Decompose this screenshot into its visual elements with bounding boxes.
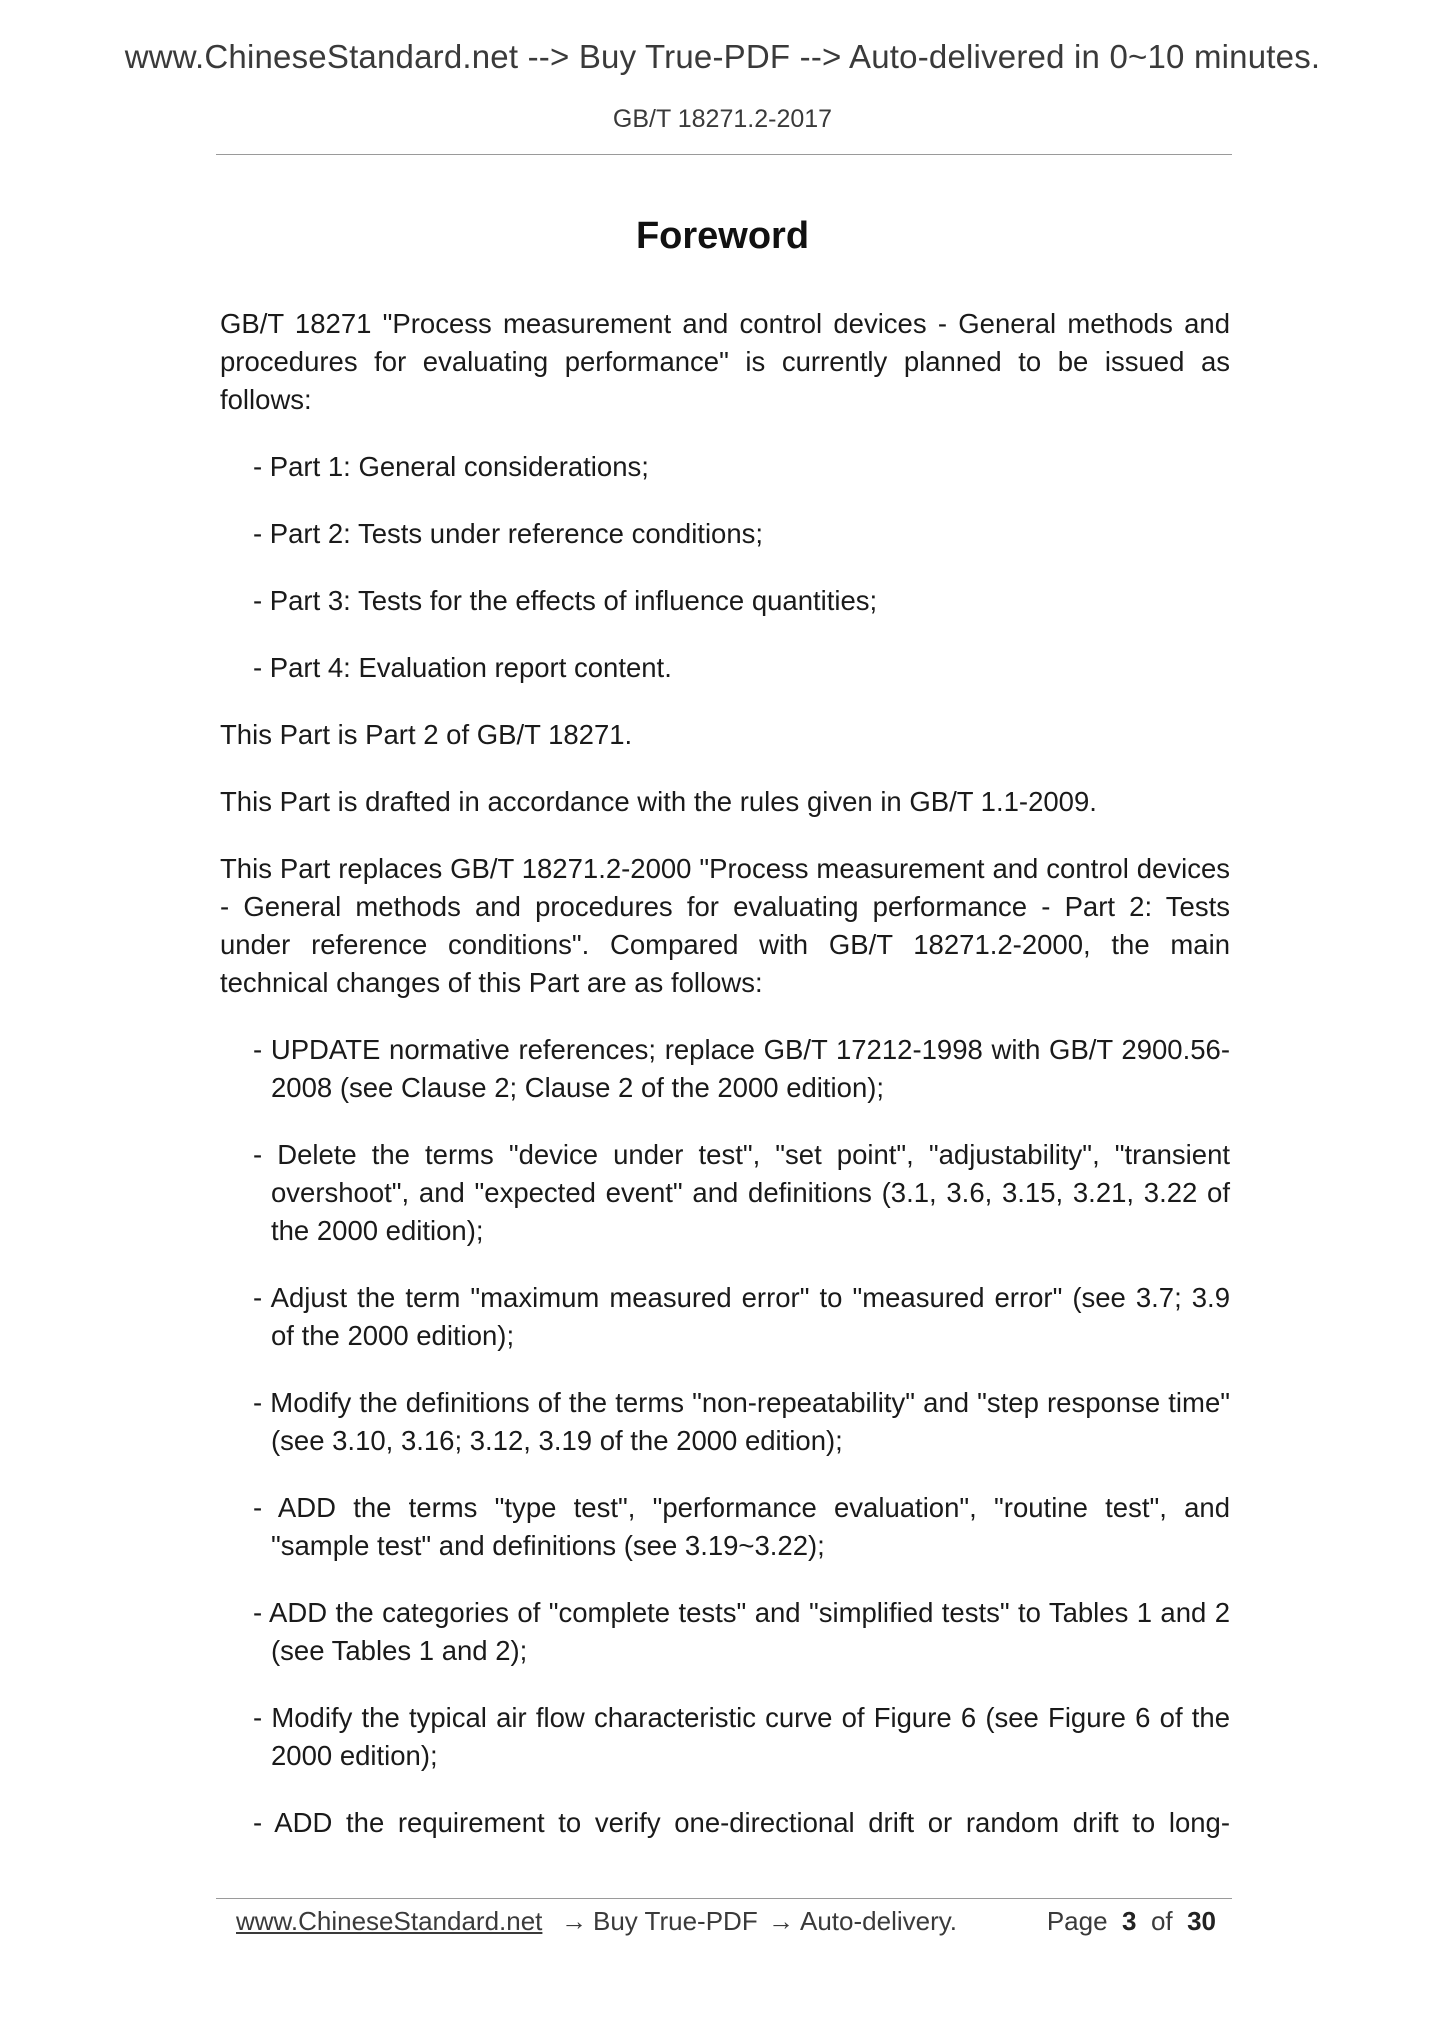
page-total: 30	[1187, 1906, 1216, 1936]
list-item: - Delete the terms "device under test", "set point", "adjustability", "transient overshoot", and "expected event" and definitions (3.1, 3.6, 3.15, 3.21, 3.22 of the 2000 edition);	[253, 1139, 1230, 1246]
page-indicator	[1047, 1906, 1216, 1937]
page-title: Foreword	[635, 215, 810, 257]
list-item: - Modify the definitions of the terms "non-repeatability" and "step response time" (see 3.10, 3.16; 3.12, 3.19 of the 2000 edition);	[253, 1387, 1230, 1456]
list-item: - ADD the requirement to verify one-directional drift or random drift to long-	[253, 1807, 1230, 1838]
document-body	[220, 305, 1230, 1871]
list-item: - Adjust the term "maximum measured error" to "measured error" (see 3.7; 3.9 of the 2000 edition);	[253, 1282, 1230, 1351]
footer-buy-text: Buy True-PDF	[593, 1906, 758, 1936]
replacement-paragraph: This Part replaces GB/T 18271.2-2000 "Process measurement and control devices - General methods and procedures for evaluating performance - Part 2: Tests under reference conditions". Compared with GB/T 18271.2-2000, the main technical changes of this Part are as follows:	[220, 853, 1230, 998]
footer-site-link[interactable]: www.ChineseStandard.net	[236, 1906, 543, 1936]
list-item: - UPDATE normative references; replace GB/T 17212-1998 with GB/T 2900.56-2008 (see Clause 2; Clause 2 of the 2000 edition);	[253, 1034, 1230, 1103]
site-banner: www.ChineseStandard.net --> Buy True-PDF --> Auto-delivered in 0~10 minutes.	[124, 38, 1321, 75]
page-label: Page	[1046, 1906, 1108, 1936]
footer-divider	[216, 1898, 1232, 1899]
arrow-right-icon: →	[561, 1906, 587, 1936]
arrow-right-icon: →	[768, 1906, 794, 1936]
list-item: - ADD the categories of "complete tests" and "simplified tests" to Tables 1 and 2 (see Tables 1 and 2);	[253, 1597, 1230, 1666]
list-item: - Part 3: Tests for the effects of influence quantities;	[253, 585, 878, 616]
statement-paragraph: This Part is drafted in accordance with the rules given in GB/T 1.1-2009.	[220, 786, 1097, 817]
document-number: GB/T 18271.2-2017	[612, 105, 833, 133]
of-label: of	[1150, 1906, 1173, 1936]
changes-list	[220, 1031, 1230, 1842]
intro-paragraph: GB/T 18271 "Process measurement and control devices - General methods and procedures for evaluating performance" is currently planned to be issued as follows:	[220, 308, 1230, 415]
list-item: - Part 2: Tests under reference conditions;	[253, 518, 764, 549]
header-divider	[216, 154, 1232, 155]
footer-delivery-text: Auto-delivery.	[800, 1906, 958, 1936]
parts-list	[220, 448, 1230, 687]
page-current: 3	[1122, 1906, 1137, 1936]
list-item: - Modify the typical air flow characteristic curve of Figure 6 (see Figure 6 of the 2000 edition);	[253, 1702, 1230, 1771]
statement-paragraph: This Part is Part 2 of GB/T 18271.	[220, 719, 633, 750]
list-item: - Part 4: Evaluation report content.	[253, 652, 672, 683]
page-footer	[236, 1906, 1216, 1946]
list-item: - ADD the terms "type test", "performance evaluation", "routine test", and "sample test" and definitions (see 3.19~3.22);	[253, 1492, 1230, 1561]
list-item: - Part 1: General considerations;	[253, 451, 649, 482]
